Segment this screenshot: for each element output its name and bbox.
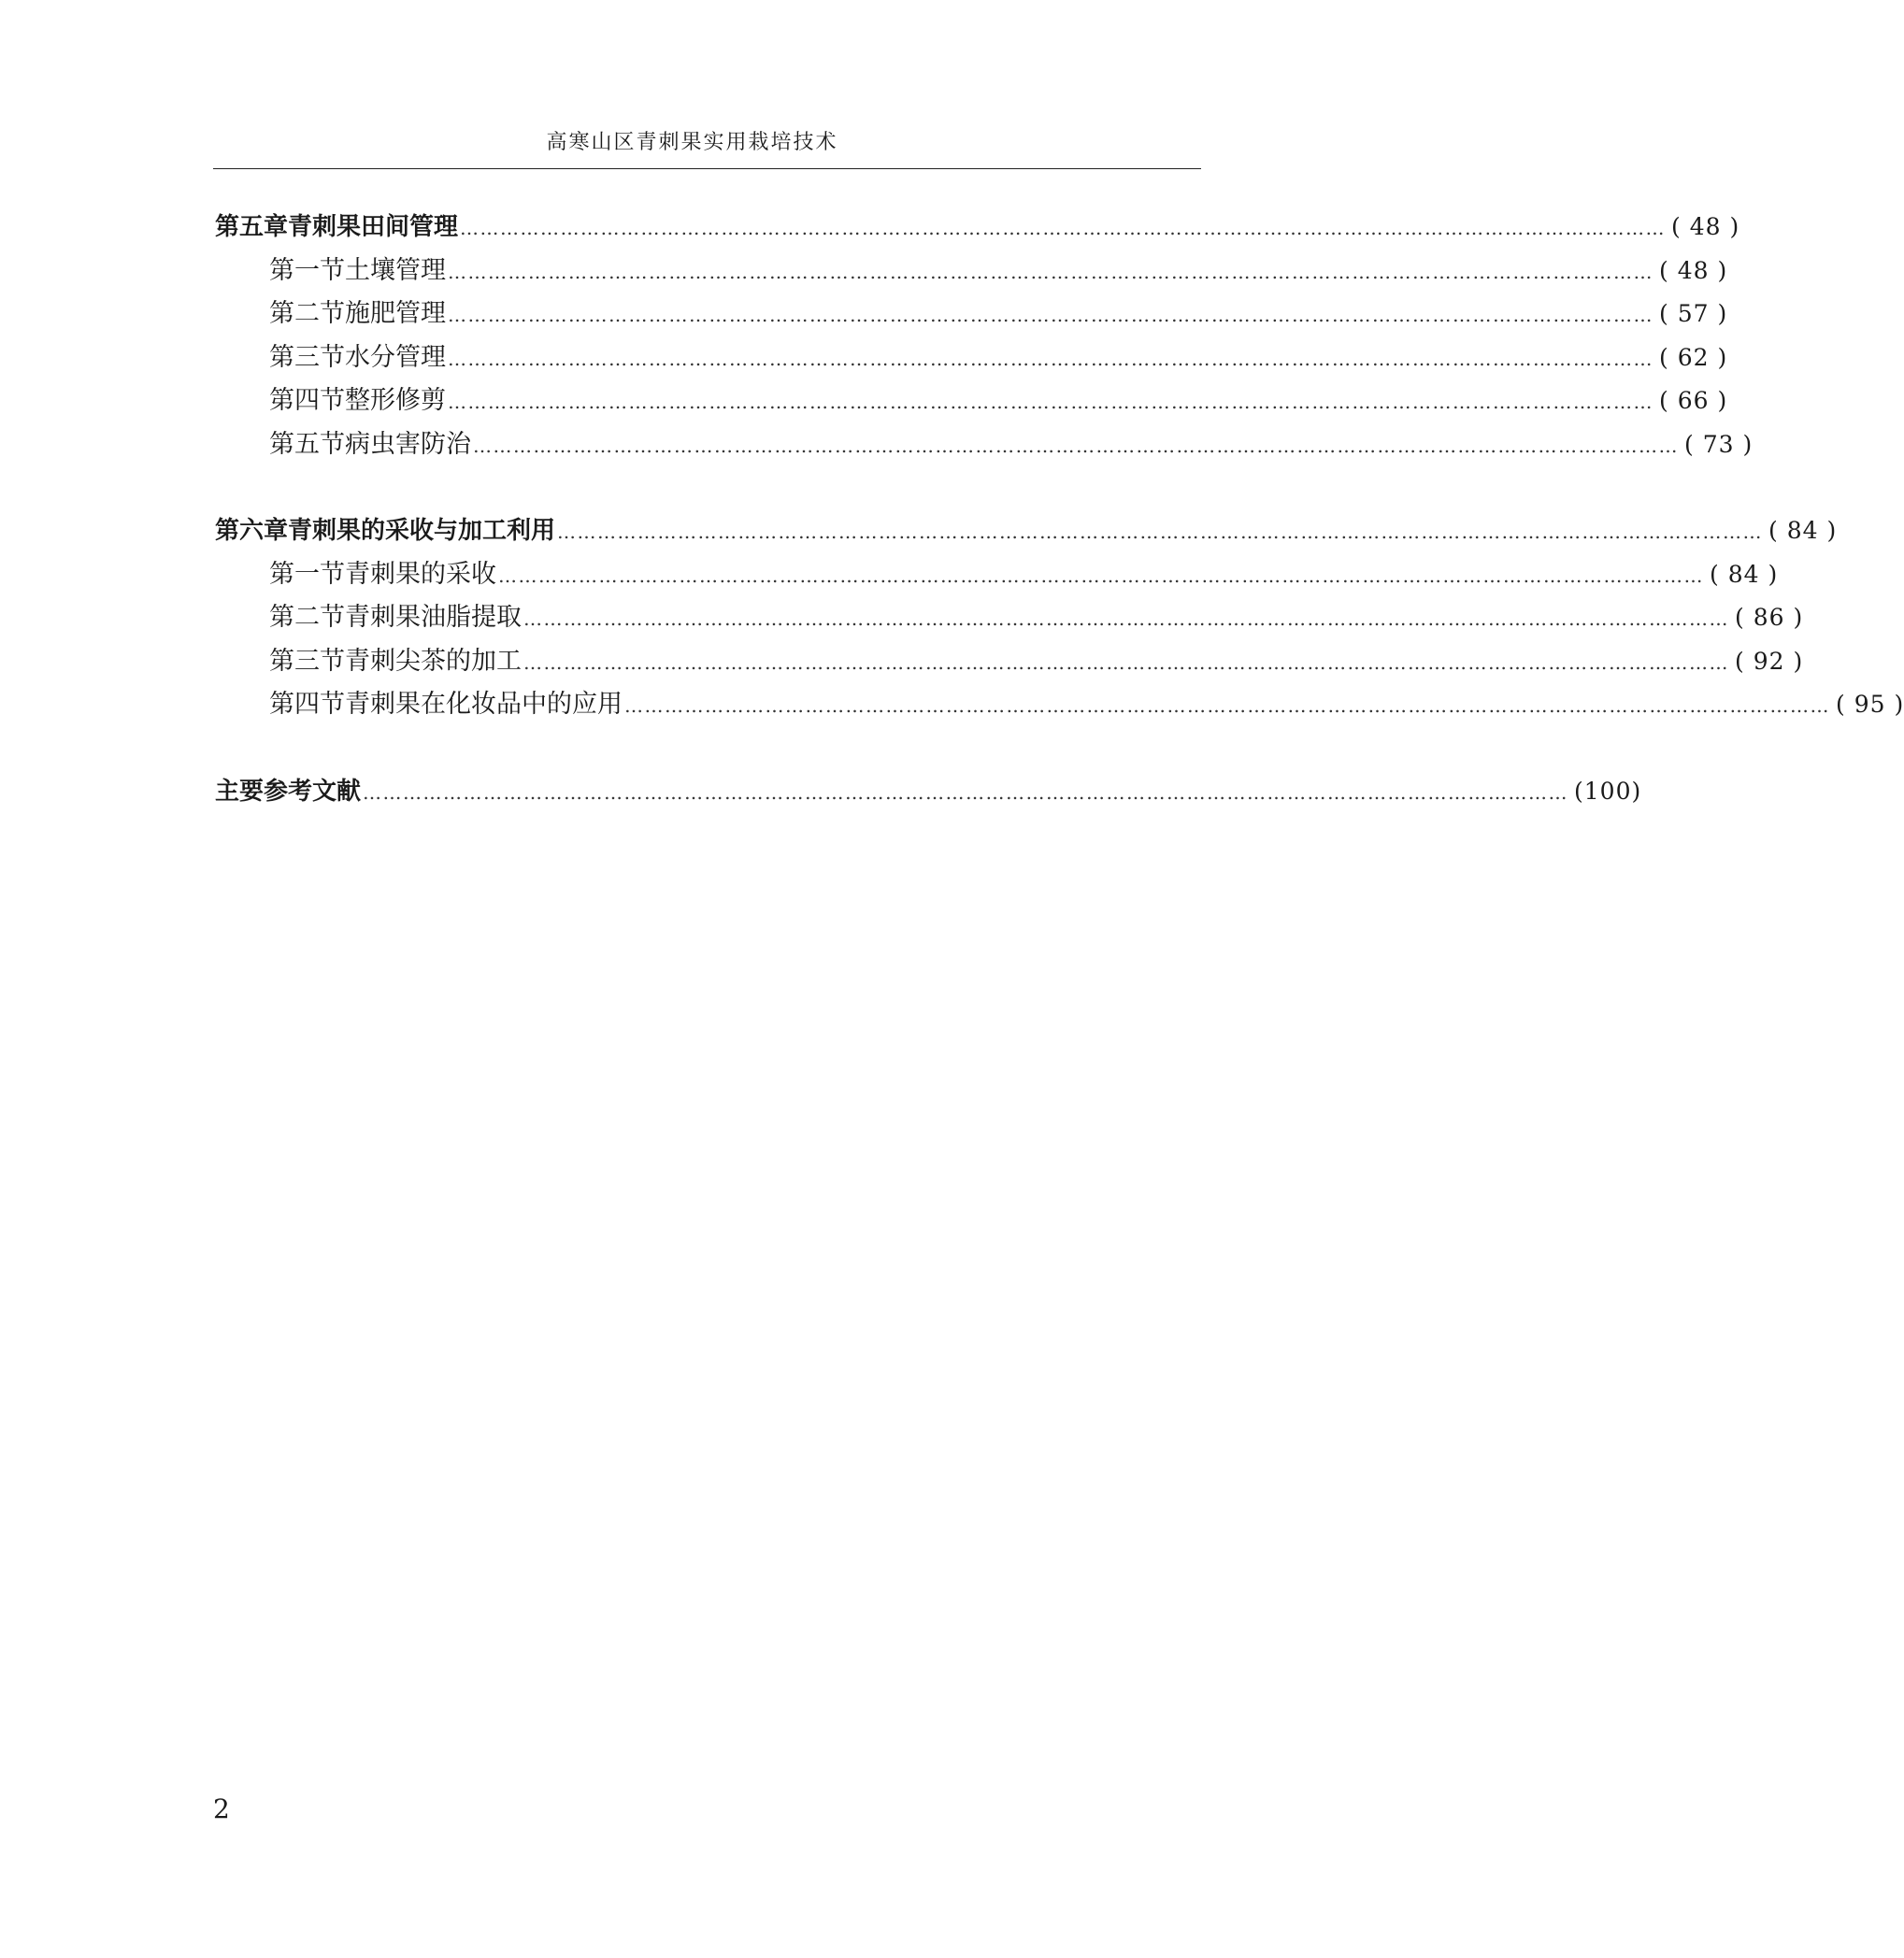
section-number: 第四节 xyxy=(269,386,345,415)
dot-leader: ……………………………………………………………………………………………………………………………………………………………… xyxy=(448,260,1653,283)
section-number: 第二节 xyxy=(269,603,345,632)
dot-leader: ……………………………………………………………………………………………………………………………………………………………… xyxy=(557,521,1764,543)
chapter-number: 第六章 xyxy=(215,517,289,545)
toc-section[interactable] xyxy=(215,336,1728,380)
toc-section[interactable] xyxy=(215,379,1728,423)
dot-leader: ……………………………………………………………………………………………………………………………………………………………… xyxy=(448,347,1653,370)
section-title: 水分管理 xyxy=(345,342,446,372)
section-number: 第二节 xyxy=(269,299,345,328)
toc-section[interactable] xyxy=(215,553,1779,597)
toc-section[interactable] xyxy=(215,250,1728,293)
page-reference: ( 95 ) xyxy=(1836,691,1904,718)
page-reference: ( 57 ) xyxy=(1659,300,1728,327)
spacer xyxy=(215,466,1201,509)
dot-leader: ……………………………………………………………………………………………………………………………………………………………… xyxy=(448,391,1653,413)
section-number: 第四节 xyxy=(269,690,345,719)
dot-leader: ……………………………………………………………………………………………………………………………………………………………… xyxy=(624,694,1830,717)
references-title: 主要参考文献 xyxy=(215,777,362,806)
spacer xyxy=(215,727,1201,770)
section-number: 第五节 xyxy=(269,429,345,459)
chapter-title: 青刺果的采收与加工利用 xyxy=(288,517,556,545)
toc-chapter-5[interactable] xyxy=(215,206,1740,250)
page-reference: ( 48 ) xyxy=(1671,213,1740,240)
section-number: 第三节 xyxy=(269,646,345,676)
chapter-number: 第五章 xyxy=(215,213,289,241)
section-title: 施肥管理 xyxy=(345,299,446,328)
page-reference: ( 66 ) xyxy=(1659,387,1728,414)
page-reference: ( 84 ) xyxy=(1768,517,1838,544)
section-title: 整形修剪 xyxy=(345,386,446,415)
toc-section[interactable] xyxy=(215,423,1754,467)
header-rule xyxy=(213,168,1201,169)
table-of-contents xyxy=(215,206,1904,813)
dot-leader: ……………………………………………………………………………………………………………………………………………………………… xyxy=(523,607,1729,630)
page-number: 2 xyxy=(213,1794,230,1824)
page-reference: ( 92 ) xyxy=(1735,647,1804,675)
dot-leader: ……………………………………………………………………………………………………………………………………………………………… xyxy=(473,434,1679,457)
section-title: 病虫害防治 xyxy=(345,429,471,459)
section-title: 青刺果油脂提取 xyxy=(345,603,522,632)
section-title: 青刺尖茶的加工 xyxy=(345,646,522,676)
section-title: 青刺果的采收 xyxy=(345,559,496,589)
toc-section[interactable] xyxy=(215,596,1804,640)
section-number: 第一节 xyxy=(269,559,345,589)
section-number: 第一节 xyxy=(269,255,345,285)
running-header: 高寒山区青刺果实用栽培技术 xyxy=(546,131,838,154)
page-reference: ( 48 ) xyxy=(1659,256,1728,284)
dot-leader: ……………………………………………………………………………………………………………………………………………………………… xyxy=(460,217,1667,239)
dot-leader: ……………………………………………………………………………………………………………………………………………………………… xyxy=(498,564,1704,587)
section-title: 青刺果在化妆品中的应用 xyxy=(345,690,623,719)
toc-section[interactable] xyxy=(215,640,1804,684)
page-reference: ( 86 ) xyxy=(1735,604,1804,631)
dot-leader: ……………………………………………………………………………………………………………………………………………………………… xyxy=(363,780,1569,804)
dot-leader: ……………………………………………………………………………………………………………………………………………………………… xyxy=(448,304,1653,326)
page-reference: ( 84 ) xyxy=(1710,560,1779,588)
page-reference: ( 73 ) xyxy=(1684,430,1754,458)
chapter-title: 青刺果田间管理 xyxy=(288,213,459,241)
toc-chapter-6[interactable] xyxy=(215,509,1838,553)
toc-section[interactable] xyxy=(215,293,1728,336)
section-title: 土壤管理 xyxy=(345,255,446,285)
page-reference: (100) xyxy=(1574,777,1642,805)
toc-references[interactable] xyxy=(215,770,1642,814)
dot-leader: ……………………………………………………………………………………………………………………………………………………………… xyxy=(523,650,1729,674)
section-number: 第三节 xyxy=(269,342,345,372)
toc-section[interactable] xyxy=(215,683,1904,727)
page-reference: ( 62 ) xyxy=(1659,343,1728,371)
